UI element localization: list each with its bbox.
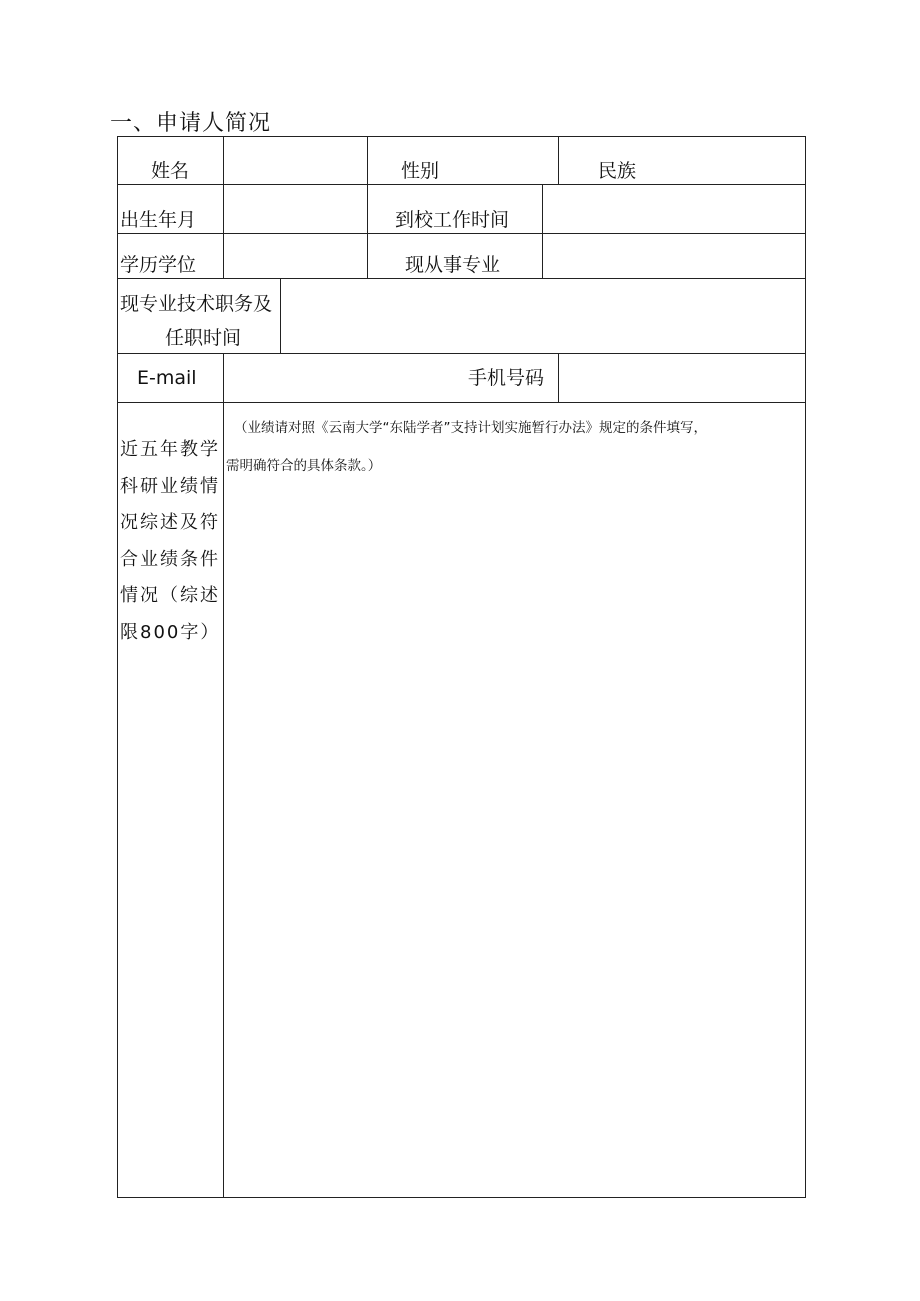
birth-date-field[interactable] [224, 185, 367, 233]
table-border-right [805, 136, 806, 1198]
join-date-field[interactable] [543, 185, 805, 233]
phone-label: 手机号码 [468, 367, 545, 389]
section-title: 一、申请人简况 [110, 111, 272, 136]
ethnicity-label: 民族 [598, 160, 637, 182]
professional-title-label: 任职时间 [165, 327, 242, 349]
phone-field[interactable] [559, 354, 805, 402]
col-divider [367, 184, 368, 233]
name-label: 姓名 [151, 160, 190, 182]
table-border-bottom [117, 1197, 806, 1198]
col-divider [367, 233, 368, 278]
major-field[interactable] [543, 234, 805, 278]
ethnicity-field[interactable] [647, 137, 804, 184]
email-field[interactable] [224, 354, 464, 402]
performance-field[interactable] [224, 481, 804, 1196]
birth-date-label: 出生年月 [120, 209, 197, 231]
row-divider [117, 402, 806, 403]
col-divider [558, 136, 559, 184]
join-date-label: 到校工作时间 [395, 209, 510, 231]
performance-note: （业绩请对照《云南大学“东陆学者”支持计划实施暂行办法》规定的条件填写， [234, 420, 707, 436]
name-field[interactable] [224, 137, 367, 184]
education-label: 学历学位 [120, 254, 197, 276]
table-border-left [117, 136, 118, 1198]
professional-title-label: 现专业技术职务及 [120, 293, 273, 315]
gender-field[interactable] [446, 137, 556, 184]
major-label: 现从事专业 [405, 254, 501, 276]
performance-label: 近五年教学科研业绩情况综述及符合业绩条件情况（综述限800字） [120, 439, 221, 643]
email-label: E-mail [137, 367, 197, 389]
applicant-info-table [117, 136, 806, 1198]
professional-title-field[interactable] [281, 279, 805, 353]
performance-note: 需明确符合的具体条款。） [226, 458, 382, 474]
gender-label: 性别 [401, 160, 440, 182]
col-divider [367, 136, 368, 184]
education-field[interactable] [224, 234, 367, 278]
